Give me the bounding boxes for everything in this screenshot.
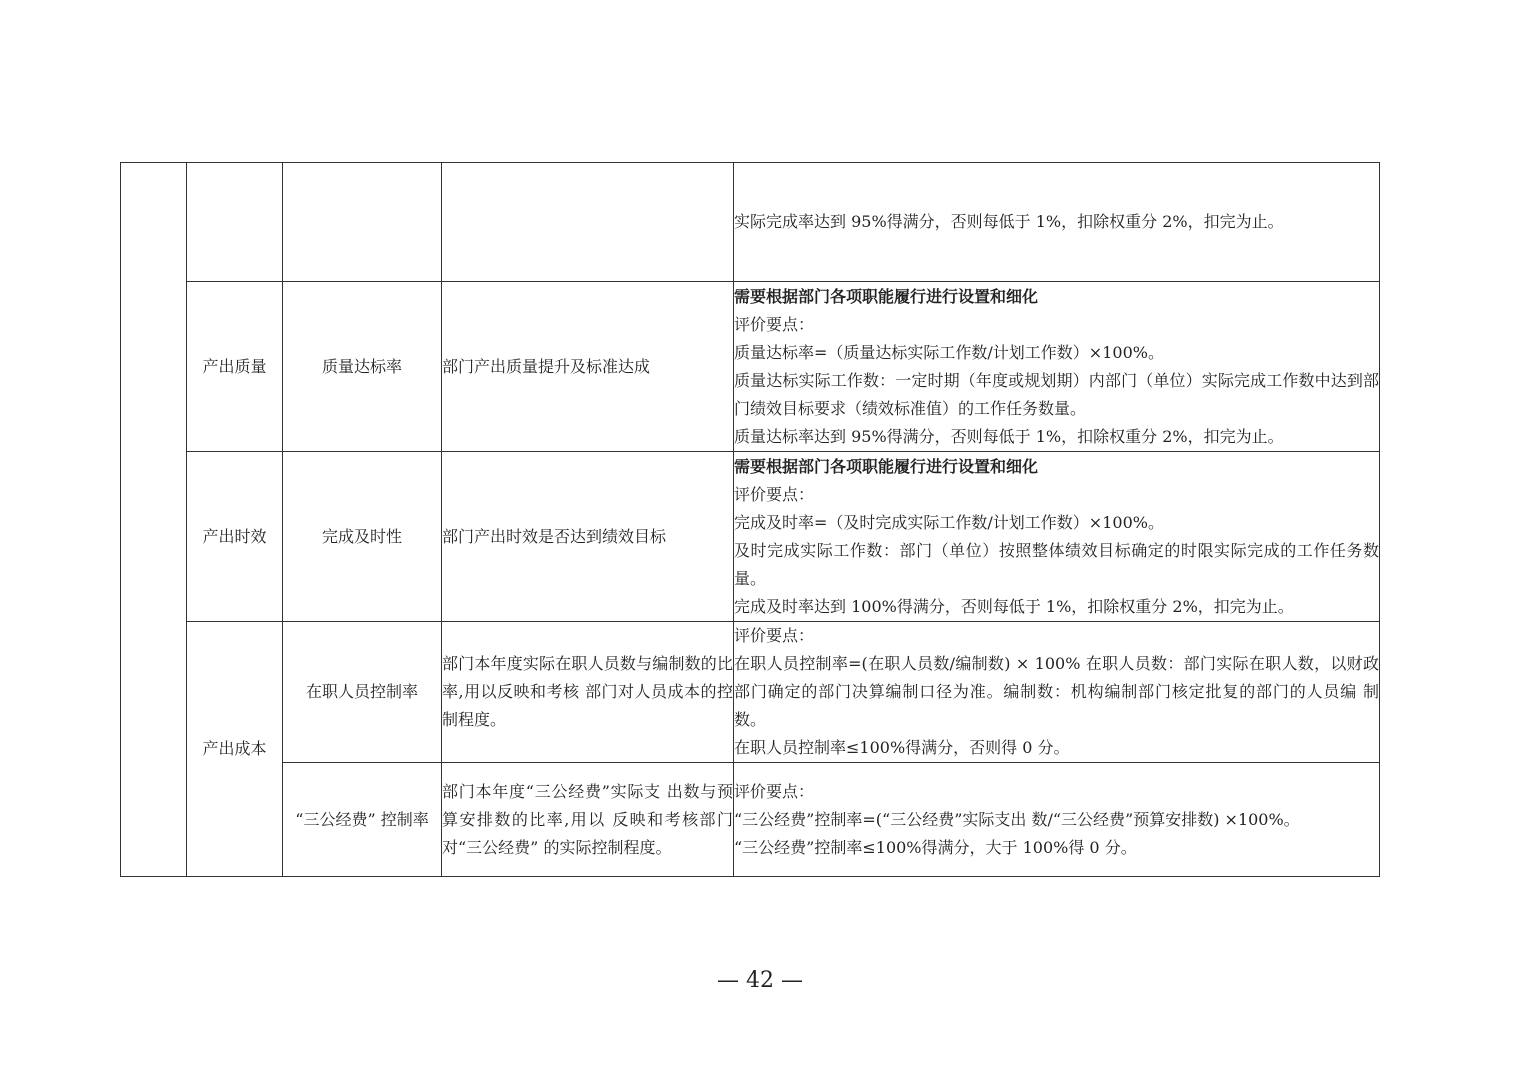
detail-cell	[734, 163, 1380, 282]
detail-line: 评价要点：	[734, 314, 815, 334]
indicator-cell	[283, 163, 442, 282]
description-cell	[442, 163, 734, 282]
detail-line: “三公经费”控制率≤100%得满分，大于 100%得 0 分。	[734, 837, 1137, 857]
detail-cell	[734, 452, 1380, 622]
indicator-cell: 质量达标率	[283, 282, 442, 452]
detail-cell	[734, 763, 1380, 877]
description-cell: 部门产出质量提升及标准达成	[442, 282, 734, 452]
indicator-cell: “三公经费” 控制率	[283, 763, 442, 877]
description-cell: 部门产出时效是否达到绩效目标	[442, 452, 734, 622]
category-cell: 产出质量	[187, 282, 283, 452]
level1-cell	[121, 163, 187, 877]
detail-line: 完成及时率=（及时完成实际工作数/计划工作数）×100%。	[734, 512, 1164, 532]
detail-line: 在职人员控制率≤100%得满分，否则得 0 分。	[734, 738, 1070, 757]
category-cell	[187, 163, 283, 282]
detail-heading: 需要根据部门各项职能履行进行设置和细化	[734, 286, 1039, 306]
indicator-cell: 完成及时性	[283, 452, 442, 622]
table-row	[121, 282, 1380, 452]
detail-line: 及时完成实际工作数：部门（单位）按照整体绩效目标确定的时限实际完成的工作任务数量。	[734, 540, 1379, 588]
description-cell: 部门本年度“三公经费”实际支 出数与预算安排数的比率,用以 反映和考核部门对“三公经费” 的实际控制程度。	[442, 763, 734, 877]
detail-line: 质量达标率达到 95%得满分，否则每低于 1%，扣除权重分 2%，扣完为止。	[734, 426, 1284, 446]
table-row	[121, 622, 1380, 763]
page-number: — 42 —	[717, 968, 803, 993]
indicator-cell: 在职人员控制率	[283, 622, 442, 763]
detail-line: “三公经费”控制率=(“三公经费”实际支出 数/“三公经费”预算安排数) ×100%。	[734, 809, 1300, 829]
detail-cell	[734, 622, 1380, 763]
detail-line: 实际完成率达到 95%得满分，否则每低于 1%，扣除权重分 2%，扣完为止。	[734, 212, 1284, 231]
detail-line: 评价要点：	[734, 626, 815, 645]
category-cell: 产出时效	[187, 452, 283, 622]
detail-line: 质量达标实际工作数：一定时期（年度或规划期）内部门（单位）实际完成工作数中达到部门绩效目标要求（绩效标准值）的工作任务数量。	[734, 370, 1379, 418]
detail-line: 评价要点：	[734, 781, 815, 801]
detail-line: 在职人员控制率=(在职人员数/编制数) × 100% 在职人员数：部门实际在职人数，以财政部门确定的部门决算编制口径为准。编制数：机构编制部门核定批复的部门的人员编 制数。	[734, 654, 1379, 729]
detail-cell	[734, 282, 1380, 452]
detail-line: 评价要点：	[734, 484, 815, 504]
detail-heading: 需要根据部门各项职能履行进行设置和细化	[734, 456, 1039, 476]
table-row	[121, 763, 1380, 877]
category-cell: 产出成本	[187, 622, 283, 877]
detail-line: 质量达标率=（质量达标实际工作数/计划工作数）×100%。	[734, 342, 1164, 362]
table-row	[121, 163, 1380, 282]
evaluation-table	[120, 162, 1380, 877]
detail-line: 完成及时率达到 100%得满分，否则每低于 1%，扣除权重分 2%，扣完为止。	[734, 596, 1294, 616]
table-row	[121, 452, 1380, 622]
description-cell: 部门本年度实际在职人员数与编制数的比率,用以反映和考核 部门对人员成本的控制程度。	[442, 622, 734, 763]
